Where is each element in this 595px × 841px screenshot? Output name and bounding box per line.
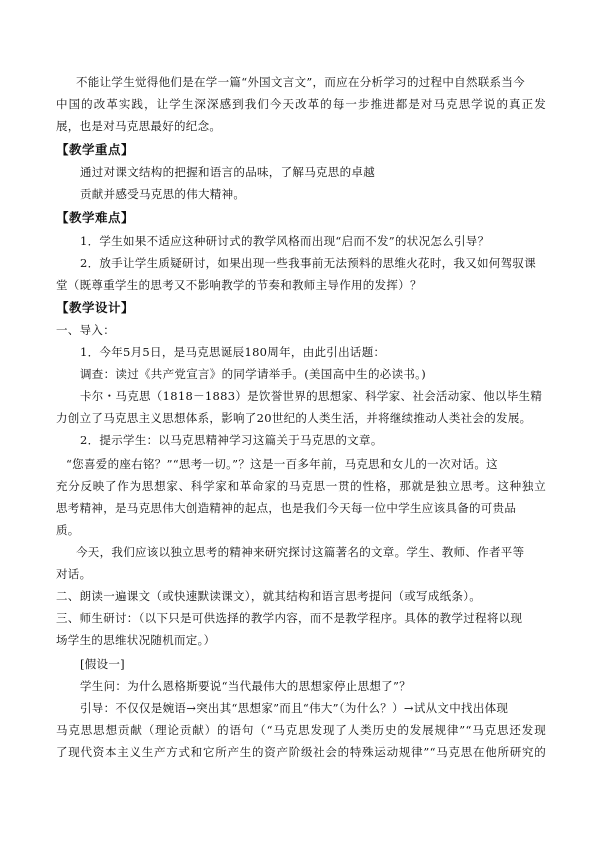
subsection-heading: 二、朗读一遍课文（或快速默读课文），就其结构和语言思考提问（或写成纸条）。	[56, 589, 482, 603]
paragraph-line: 马克思思想贡献（理论贡献）的语句（“马克思发现了人类历史的发展规律”“马克思还发现	[56, 723, 546, 737]
paragraph-line: 调查：读过《共产党宣言》的同学请举手。(美国高中生的必读书。)	[80, 367, 427, 381]
list-item: 1．今年5月5日，是马克思诞辰180周年，由此引出话题：	[80, 345, 386, 359]
paragraph-line: 思考精神，是马克思伟大创造精神的起点，也是我们今天每一位中学生应该具备的可贵品	[56, 501, 517, 515]
paragraph-line: 通过对课文结构的把握和语言的品味，了解马克思的卓越	[80, 165, 375, 179]
paragraph-line: 质。	[56, 523, 80, 537]
subsection-heading: 三、师生研讨：（以下只是可供选择的教学内容，而不是教学程序。具体的教学过程将以现	[56, 611, 523, 625]
paragraph-line: 展，也是对马克思最好的纪念。	[56, 119, 222, 133]
paragraph-line: 场学生的思维状况随机而定。）	[56, 633, 216, 647]
paragraph-line: 中国的改革实践，让学生深深感到我们今天改革的每一步推进都是对马克思学说的真正发	[56, 97, 546, 111]
paragraph-line: 力创立了马克思主义思想体系，影响了20世纪的人类生活，并将继续推动人类社会的发展。	[56, 411, 532, 425]
paragraph-line: 引导：不仅仅是婉语→突出其“思想家”而且“伟大”（为什么？）→试从文中找出体现	[80, 701, 509, 715]
section-heading-design: 【教学设计】	[56, 300, 135, 315]
section-heading-difficulties: 【教学难点】	[56, 210, 135, 225]
list-item: 2．放手让学生质疑研讨，如果出现一些我事前无法预料的思维火花时，我又如何驾驭课	[80, 256, 537, 270]
hypothesis-label: [假设一]	[80, 657, 125, 671]
section-heading-key-points: 【教学重点】	[56, 142, 135, 157]
paragraph-line: 不能让学生觉得他们是在学一篇“外国文言文”，而应在分析学习的过程中自然联系当今	[76, 75, 525, 89]
paragraph-line: 对话。	[56, 567, 92, 581]
paragraph-line: 今天，我们应该以独立思考的精神来研究探讨这篇著名的文章。学生、教师、作者平等	[76, 545, 525, 559]
paragraph-line: 贡献并感受马克思的伟大精神。	[80, 187, 246, 201]
paragraph-line: 充分反映了作为思想家、科学家和革命家的马克思一贯的性格，那就是独立思考。这种独立	[56, 479, 546, 493]
list-item: 2．提示学生：以马克思精神学习这篇关于马克思的文章。	[80, 433, 383, 447]
paragraph-line: “您喜爱的座右铭？”“思考一切。”？这是一百多年前，马克思和女儿的一次对话。这	[66, 457, 498, 471]
paragraph-line: 卡尔・马克思（1818－1883）是饮誉世界的思想家、科学家、社会活动家、他以毕生精	[80, 389, 543, 403]
paragraph-line: 了现代资本主义生产方式和它所产生的资产阶级社会的特殊运动规律”“马克思在他所研究的	[56, 745, 546, 759]
paragraph-line: 学生问：为什么恩格斯要说“当代最伟大的思想家停止思想了”？	[80, 679, 411, 693]
list-item: 1．学生如果不适应这种研讨式的教学风格而出现“启而不发”的状况怎么引导？	[80, 234, 490, 248]
subsection-heading: 一、导入：	[56, 323, 115, 337]
paragraph-line: 堂（既尊重学生的思考又不影响教学的节奏和教师主导作用的发挥）？	[56, 278, 422, 292]
